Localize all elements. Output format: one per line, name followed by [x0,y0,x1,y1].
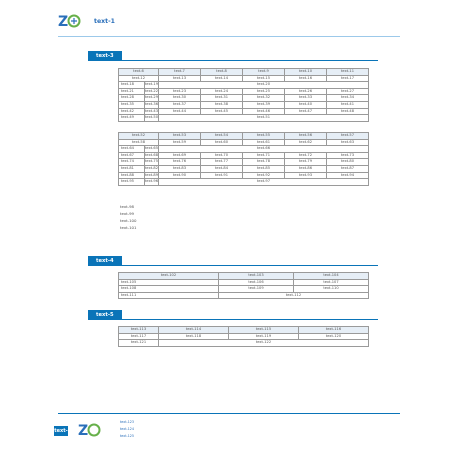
table-row [119,279,369,286]
environment-table [118,272,369,299]
table-cell: text-14 [201,75,243,82]
table-cell: text-28 [119,95,145,102]
table-cell: text-121 [119,340,159,347]
table-cell: text-60 [201,139,243,146]
section-physical-title: text-5 [88,310,122,320]
table-cell: text-51 [159,115,369,122]
section-physical-rule [88,319,378,320]
table-cell: text-26 [285,88,327,95]
electrical-table-1 [118,68,369,122]
table-cell: text-76 [159,159,201,166]
table-cell: text-16 [285,75,327,82]
table-cell: text-94 [327,172,369,179]
table-cell: text-41 [327,101,369,108]
table-cell: text-118 [159,333,229,340]
table-row [119,82,369,89]
note-line: text-101 [120,225,137,230]
table-cell: text-106 [219,279,294,286]
table-row [119,146,369,153]
table-cell: text-67 [119,152,145,159]
datasheet-page [54,8,400,446]
electrical-table-2 [118,132,369,186]
table-cell: text-17 [327,75,369,82]
table-cell: text-89 [145,172,159,179]
table-cell: text-56 [285,133,327,140]
table-cell: text-49 [119,115,145,122]
table-cell: text-86 [285,165,327,172]
table-cell: text-77 [201,159,243,166]
table-row [119,115,369,122]
table-cell: text-81 [119,165,145,172]
table-cell: text-21 [119,88,145,95]
table-cell: text-91 [201,172,243,179]
table-cell: text-10 [285,69,327,76]
table-row [119,88,369,95]
table-cell: text-40 [285,101,327,108]
footer-rule [58,413,400,414]
table-header-cell: text-104 [294,273,369,280]
table-row [119,273,369,280]
table-cell: text-7 [159,69,201,76]
table-cell: text-119 [229,333,299,340]
table-cell: text-120 [299,333,369,340]
table-cell: text-9 [243,69,285,76]
table-header-cell: text-103 [219,273,294,280]
table-cell: text-92 [243,172,285,179]
table-cell: text-59 [159,139,201,146]
table-cell: text-25 [243,88,285,95]
table-row [119,172,369,179]
table-row [119,69,369,76]
table-row [119,101,369,108]
table-cell: text-69 [159,152,201,159]
table-cell: text-22 [145,88,159,95]
section-electrical-rule [88,60,378,61]
table-cell: text-105 [119,279,219,286]
table-cell: text-79 [285,159,327,166]
table-row [119,327,369,334]
table-cell: text-122 [159,340,369,347]
table-cell: text-39 [243,101,285,108]
table-cell: text-50 [145,115,159,122]
table-row [119,165,369,172]
table-row [119,340,369,347]
table-cell: text-108 [119,286,219,293]
table-cell: text-70 [201,152,243,159]
section-environment-rule [88,265,378,266]
table-cell: text-107 [294,279,369,286]
section-environment-title: text-4 [88,256,122,266]
table-cell: text-65 [145,146,159,153]
table-header-cell: text-102 [119,273,219,280]
table-cell: text-52 [119,133,159,140]
table-cell: text-32 [243,95,285,102]
table-cell: text-111 [119,292,219,299]
table-row [119,95,369,102]
table-row [119,333,369,340]
table-cell: text-82 [145,165,159,172]
table-row [119,139,369,146]
table-cell: text-75 [145,159,159,166]
table-cell: text-34 [327,95,369,102]
table-cell: text-18 [119,82,145,89]
table-row [119,159,369,166]
table-cell: text-53 [159,133,201,140]
table-cell: text-45 [201,108,243,115]
table-cell: text-24 [201,88,243,95]
table-cell: text-54 [201,133,243,140]
table-cell: text-55 [243,133,285,140]
table-cell: text-110 [294,286,369,293]
table-cell: text-43 [145,108,159,115]
table-cell: text-95 [119,179,145,186]
table-header-cell: text-114 [159,327,229,334]
table-cell: text-37 [159,101,201,108]
footer-line: text-123 [120,420,134,424]
table-cell: text-58 [119,139,159,146]
table-cell: text-20 [159,82,369,89]
table-row [119,179,369,186]
footer-line: text-125 [120,434,134,438]
table-cell: text-29 [145,95,159,102]
table-cell: text-72 [285,152,327,159]
table-cell: text-47 [285,108,327,115]
table-cell: text-66 [159,146,369,153]
table-row [119,108,369,115]
table-cell: text-68 [145,152,159,159]
table-cell: text-71 [243,152,285,159]
table-cell: text-38 [201,101,243,108]
table-cell: text-33 [285,95,327,102]
header-rule [58,36,400,37]
table-cell: text-63 [327,139,369,146]
table-cell: text-87 [327,165,369,172]
note-line: text-99 [120,211,135,216]
table-cell: text-109 [219,286,294,293]
note-line: text-100 [120,218,137,223]
table-cell: text-15 [243,75,285,82]
table-cell: text-80 [327,159,369,166]
table-cell: text-31 [201,95,243,102]
footer-logo-icon [78,422,118,438]
company-name: text-1 [94,18,115,25]
table-cell: text-57 [327,133,369,140]
table-cell: text-13 [159,75,201,82]
table-cell: text-44 [159,108,201,115]
table-cell: text-42 [119,108,145,115]
table-row [119,75,369,82]
table-row [119,286,369,293]
table-cell: text-30 [159,95,201,102]
svg-text:Z: Z [78,423,89,438]
table-cell: text-23 [159,88,201,95]
table-cell: text-93 [285,172,327,179]
table-cell: text-19 [145,82,159,89]
table-cell: text-62 [285,139,327,146]
table-cell: text-112 [219,292,369,299]
table-cell: text-90 [159,172,201,179]
table-cell: text-73 [327,152,369,159]
table-cell: text-96 [145,179,159,186]
section-electrical-title: text-3 [88,51,122,61]
svg-text:Z: Z [58,14,69,29]
table-cell: text-61 [243,139,285,146]
table-row [119,152,369,159]
table-cell: text-48 [327,108,369,115]
table-cell: text-36 [145,101,159,108]
table-cell: text-117 [119,333,159,340]
table-cell: text-74 [119,159,145,166]
table-cell: text-12 [119,75,159,82]
table-cell: text-78 [243,159,285,166]
table-cell: text-97 [159,179,369,186]
table-cell: text-35 [119,101,145,108]
table-cell: text-8 [201,69,243,76]
table-cell: text-46 [243,108,285,115]
page-number: text-2 [54,428,68,444]
table-row [119,292,369,299]
table-cell: text-85 [243,165,285,172]
table-header-cell: text-115 [229,327,299,334]
table-cell: text-6 [119,69,159,76]
table-header-cell: text-113 [119,327,159,334]
table-cell: text-11 [327,69,369,76]
table-cell: text-83 [159,165,201,172]
table-cell: text-64 [119,146,145,153]
footer-line: text-124 [120,427,134,431]
table-cell: text-84 [201,165,243,172]
note-heading: text-98 [120,204,135,209]
table-cell: text-27 [327,88,369,95]
physical-table [118,326,369,347]
table-header-cell: text-116 [299,327,369,334]
table-row [119,133,369,140]
table-cell: text-88 [119,172,145,179]
